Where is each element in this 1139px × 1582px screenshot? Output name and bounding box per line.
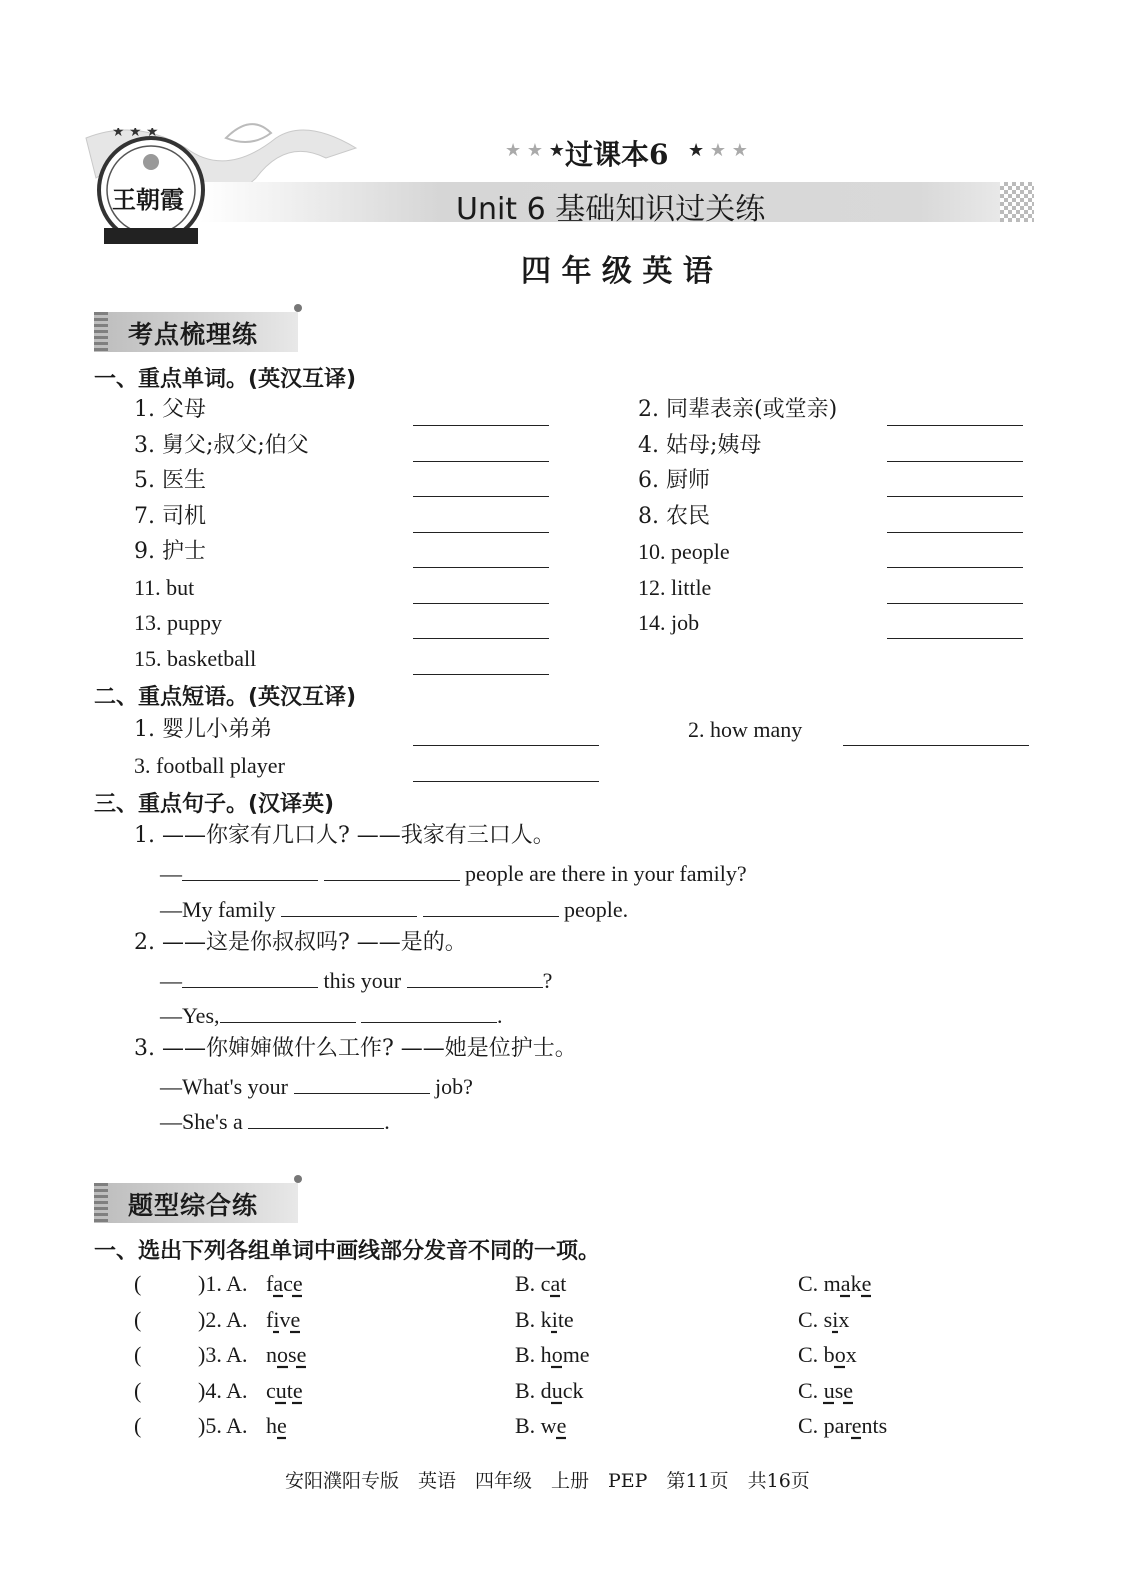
word-item: 12. little — [638, 575, 712, 600]
answer-blank[interactable] — [407, 965, 543, 988]
answer-blank[interactable] — [324, 858, 460, 881]
answer-paren[interactable]: ( — [134, 1378, 142, 1403]
word-item: 1. 父母 — [134, 397, 206, 422]
text: C. b — [798, 1342, 835, 1367]
section2-heading: 一、选出下列各组单词中画线部分发音不同的一项。 — [94, 1239, 601, 1264]
text: people are there in your family? — [465, 861, 747, 886]
word-item: 6. 厨师 — [638, 468, 710, 493]
text: — — [160, 861, 182, 886]
svg-text:★ ★ ★: ★ ★ ★ — [112, 128, 159, 140]
option-a — [266, 1377, 303, 1405]
text: me — [562, 1342, 590, 1367]
text: —Yes, — [160, 1003, 220, 1028]
underlined-letter: e — [292, 1271, 303, 1296]
text: —She's a — [160, 1109, 243, 1134]
text: C. s — [798, 1307, 833, 1332]
text: n — [266, 1342, 277, 1367]
option-c — [798, 1306, 849, 1334]
text: ck — [562, 1378, 584, 1403]
word-item: 3. 舅父;叔父;伯父 — [134, 433, 309, 458]
answer-blank[interactable] — [887, 616, 1023, 639]
underlined-letter: e — [843, 1378, 854, 1403]
text: v — [279, 1307, 291, 1332]
text: t — [560, 1271, 567, 1296]
sentence-line — [160, 894, 628, 924]
answer-blank[interactable] — [413, 474, 549, 497]
sentence-cn: 1. ——你家有几口人? ——我家有三口人。 — [134, 823, 555, 848]
sentence-line — [160, 858, 747, 888]
text: C. par — [798, 1413, 852, 1438]
text: f — [266, 1307, 274, 1332]
answer-blank[interactable] — [887, 439, 1023, 462]
answer-blank[interactable] — [281, 894, 417, 917]
underlined-letter: e — [292, 1378, 303, 1403]
answer-paren[interactable]: ( — [134, 1413, 142, 1438]
option-b — [515, 1377, 583, 1405]
option-c — [798, 1341, 857, 1369]
option-b — [515, 1306, 574, 1334]
sentence-line — [160, 965, 552, 995]
text: B. c — [515, 1271, 551, 1296]
underlined-letter: o — [834, 1342, 846, 1367]
word-item: 8. 农民 — [638, 504, 710, 529]
text: . — [384, 1109, 390, 1134]
section-banner-2-label: 题型综合练 — [128, 1191, 259, 1220]
answer-blank[interactable] — [887, 545, 1023, 568]
answer-blank[interactable] — [887, 581, 1023, 604]
underlined-letter: e — [556, 1413, 567, 1438]
answer-blank[interactable] — [294, 1071, 430, 1094]
answer-blank[interactable] — [887, 510, 1023, 533]
section-banner-1 — [94, 312, 298, 352]
underlined-letter: e — [861, 1271, 872, 1296]
answer-blank[interactable] — [220, 1000, 356, 1023]
answer-blank[interactable] — [413, 616, 549, 639]
text: te — [557, 1307, 574, 1332]
question-number: )5. A. — [198, 1413, 248, 1438]
word-item: 13. puppy — [134, 610, 222, 635]
option-a — [266, 1341, 306, 1369]
underlined-letter: u — [551, 1378, 563, 1403]
answer-blank[interactable] — [413, 652, 549, 675]
underlined-letter: u — [823, 1378, 835, 1403]
text: c — [266, 1378, 276, 1403]
text: this your — [323, 968, 402, 993]
underlined-letter: o — [277, 1342, 288, 1367]
option-b — [515, 1412, 566, 1440]
option-c — [798, 1412, 887, 1440]
text: f — [266, 1271, 274, 1296]
answer-blank[interactable] — [887, 474, 1023, 497]
text: —What's your — [160, 1074, 288, 1099]
word-item: 11. but — [134, 575, 195, 600]
answer-blank[interactable] — [413, 439, 549, 462]
phrase-item: 3. football player — [134, 753, 285, 778]
underlined-letter: u — [275, 1378, 287, 1403]
answer-paren[interactable]: ( — [134, 1342, 142, 1367]
underlined-letter: e — [290, 1307, 301, 1332]
page-title: Unit 6 基础知识过关练 — [456, 192, 766, 227]
text: t — [286, 1378, 293, 1403]
answer-blank[interactable] — [182, 858, 318, 881]
text: C. m — [798, 1271, 841, 1296]
phrase-item: 2. how many — [688, 717, 803, 742]
series-stars-right: ★ ★ ★ — [688, 140, 748, 161]
text: job? — [435, 1074, 473, 1099]
answer-paren[interactable]: ( — [134, 1307, 142, 1332]
text: B. d — [515, 1378, 552, 1403]
part1-heading: 一、重点单词。(英汉互译) — [94, 367, 357, 392]
option-a — [266, 1412, 287, 1440]
sentence-line — [160, 1071, 473, 1101]
text: h — [266, 1413, 277, 1438]
checker-decoration — [1000, 182, 1034, 222]
text: x — [845, 1342, 857, 1367]
question-number: )4. A. — [198, 1378, 248, 1403]
underlined-letter: e — [277, 1413, 287, 1438]
underlined-letter: e — [851, 1413, 862, 1438]
option-a — [266, 1306, 300, 1334]
answer-blank[interactable] — [182, 965, 318, 988]
underlined-letter: a — [273, 1271, 284, 1296]
answer-blank[interactable] — [413, 510, 549, 533]
underlined-letter: i — [273, 1307, 280, 1332]
underlined-letter: a — [840, 1271, 851, 1296]
text: s — [834, 1378, 844, 1403]
underlined-letter: e — [296, 1342, 307, 1367]
page-subtitle: 四 年 级 英 语 — [521, 254, 713, 289]
series-stars-left: ★ ★ ★ — [505, 140, 565, 161]
phrase-item: 1. 婴儿小弟弟 — [134, 717, 272, 742]
answer-blank[interactable] — [248, 1106, 384, 1129]
answer-blank[interactable] — [361, 1000, 497, 1023]
section-banner-1-label: 考点梳理练 — [128, 320, 259, 349]
text: nts — [861, 1413, 888, 1438]
word-item: 5. 医生 — [134, 468, 206, 493]
text: C. — [798, 1378, 824, 1403]
logo-text: 王朝霞 — [112, 185, 184, 214]
answer-blank[interactable] — [843, 723, 1029, 746]
text: B. w — [515, 1413, 557, 1438]
text: B. k — [515, 1307, 552, 1332]
underlined-letter: a — [550, 1271, 561, 1296]
answer-blank[interactable] — [413, 759, 599, 782]
word-item: 14. job — [638, 610, 700, 635]
part2-heading: 二、重点短语。(英汉互译) — [94, 685, 357, 710]
option-b — [515, 1341, 590, 1369]
option-b — [515, 1270, 566, 1298]
question-number: )1. A. — [198, 1271, 248, 1296]
text: x — [838, 1307, 850, 1332]
underlined-letter: o — [551, 1342, 563, 1367]
word-item: 4. 姑母;姨母 — [638, 433, 762, 458]
text: ? — [542, 968, 553, 993]
sentence-line — [160, 1106, 390, 1136]
series-label: 过课本6 — [565, 138, 669, 171]
text: c — [283, 1271, 293, 1296]
option-c — [798, 1377, 853, 1405]
part3-heading: 三、重点句子。(汉译英) — [94, 792, 335, 817]
word-item: 9. 护士 — [134, 539, 206, 564]
publisher-logo — [92, 128, 210, 246]
text: s — [288, 1342, 297, 1367]
text: k — [850, 1271, 862, 1296]
word-item: 2. 同辈表亲(或堂亲) — [638, 397, 838, 422]
answer-blank[interactable] — [413, 581, 549, 604]
text: . — [497, 1003, 503, 1028]
answer-paren[interactable]: ( — [134, 1271, 142, 1296]
text: people. — [564, 897, 629, 922]
sentence-cn: 2. ——这是你叔叔吗? ——是的。 — [134, 930, 467, 955]
text: —My family — [160, 897, 276, 922]
option-a — [266, 1270, 303, 1298]
answer-blank[interactable] — [413, 403, 549, 426]
answer-blank[interactable] — [413, 723, 599, 746]
answer-blank[interactable] — [887, 403, 1023, 426]
sentence-cn: 3. ——你婶婶做什么工作? ——她是位护士。 — [134, 1036, 577, 1061]
page-footer: 安阳濮阳专版 英语 四年级 上册 PEP 第11页 共16页 — [285, 1470, 810, 1492]
word-item: 15. basketball — [134, 646, 257, 671]
section-banner-2 — [94, 1183, 298, 1223]
question-number: )3. A. — [198, 1342, 248, 1367]
underlined-letter: i — [551, 1307, 558, 1332]
word-item: 7. 司机 — [134, 504, 206, 529]
answer-blank[interactable] — [413, 545, 549, 568]
text: — — [160, 968, 182, 993]
sentence-line — [160, 1000, 503, 1030]
question-number: )2. A. — [198, 1307, 248, 1332]
text: B. h — [515, 1342, 552, 1367]
word-item: 10. people — [638, 539, 730, 564]
option-c — [798, 1270, 871, 1298]
answer-blank[interactable] — [423, 894, 559, 917]
underlined-letter: i — [832, 1307, 839, 1332]
